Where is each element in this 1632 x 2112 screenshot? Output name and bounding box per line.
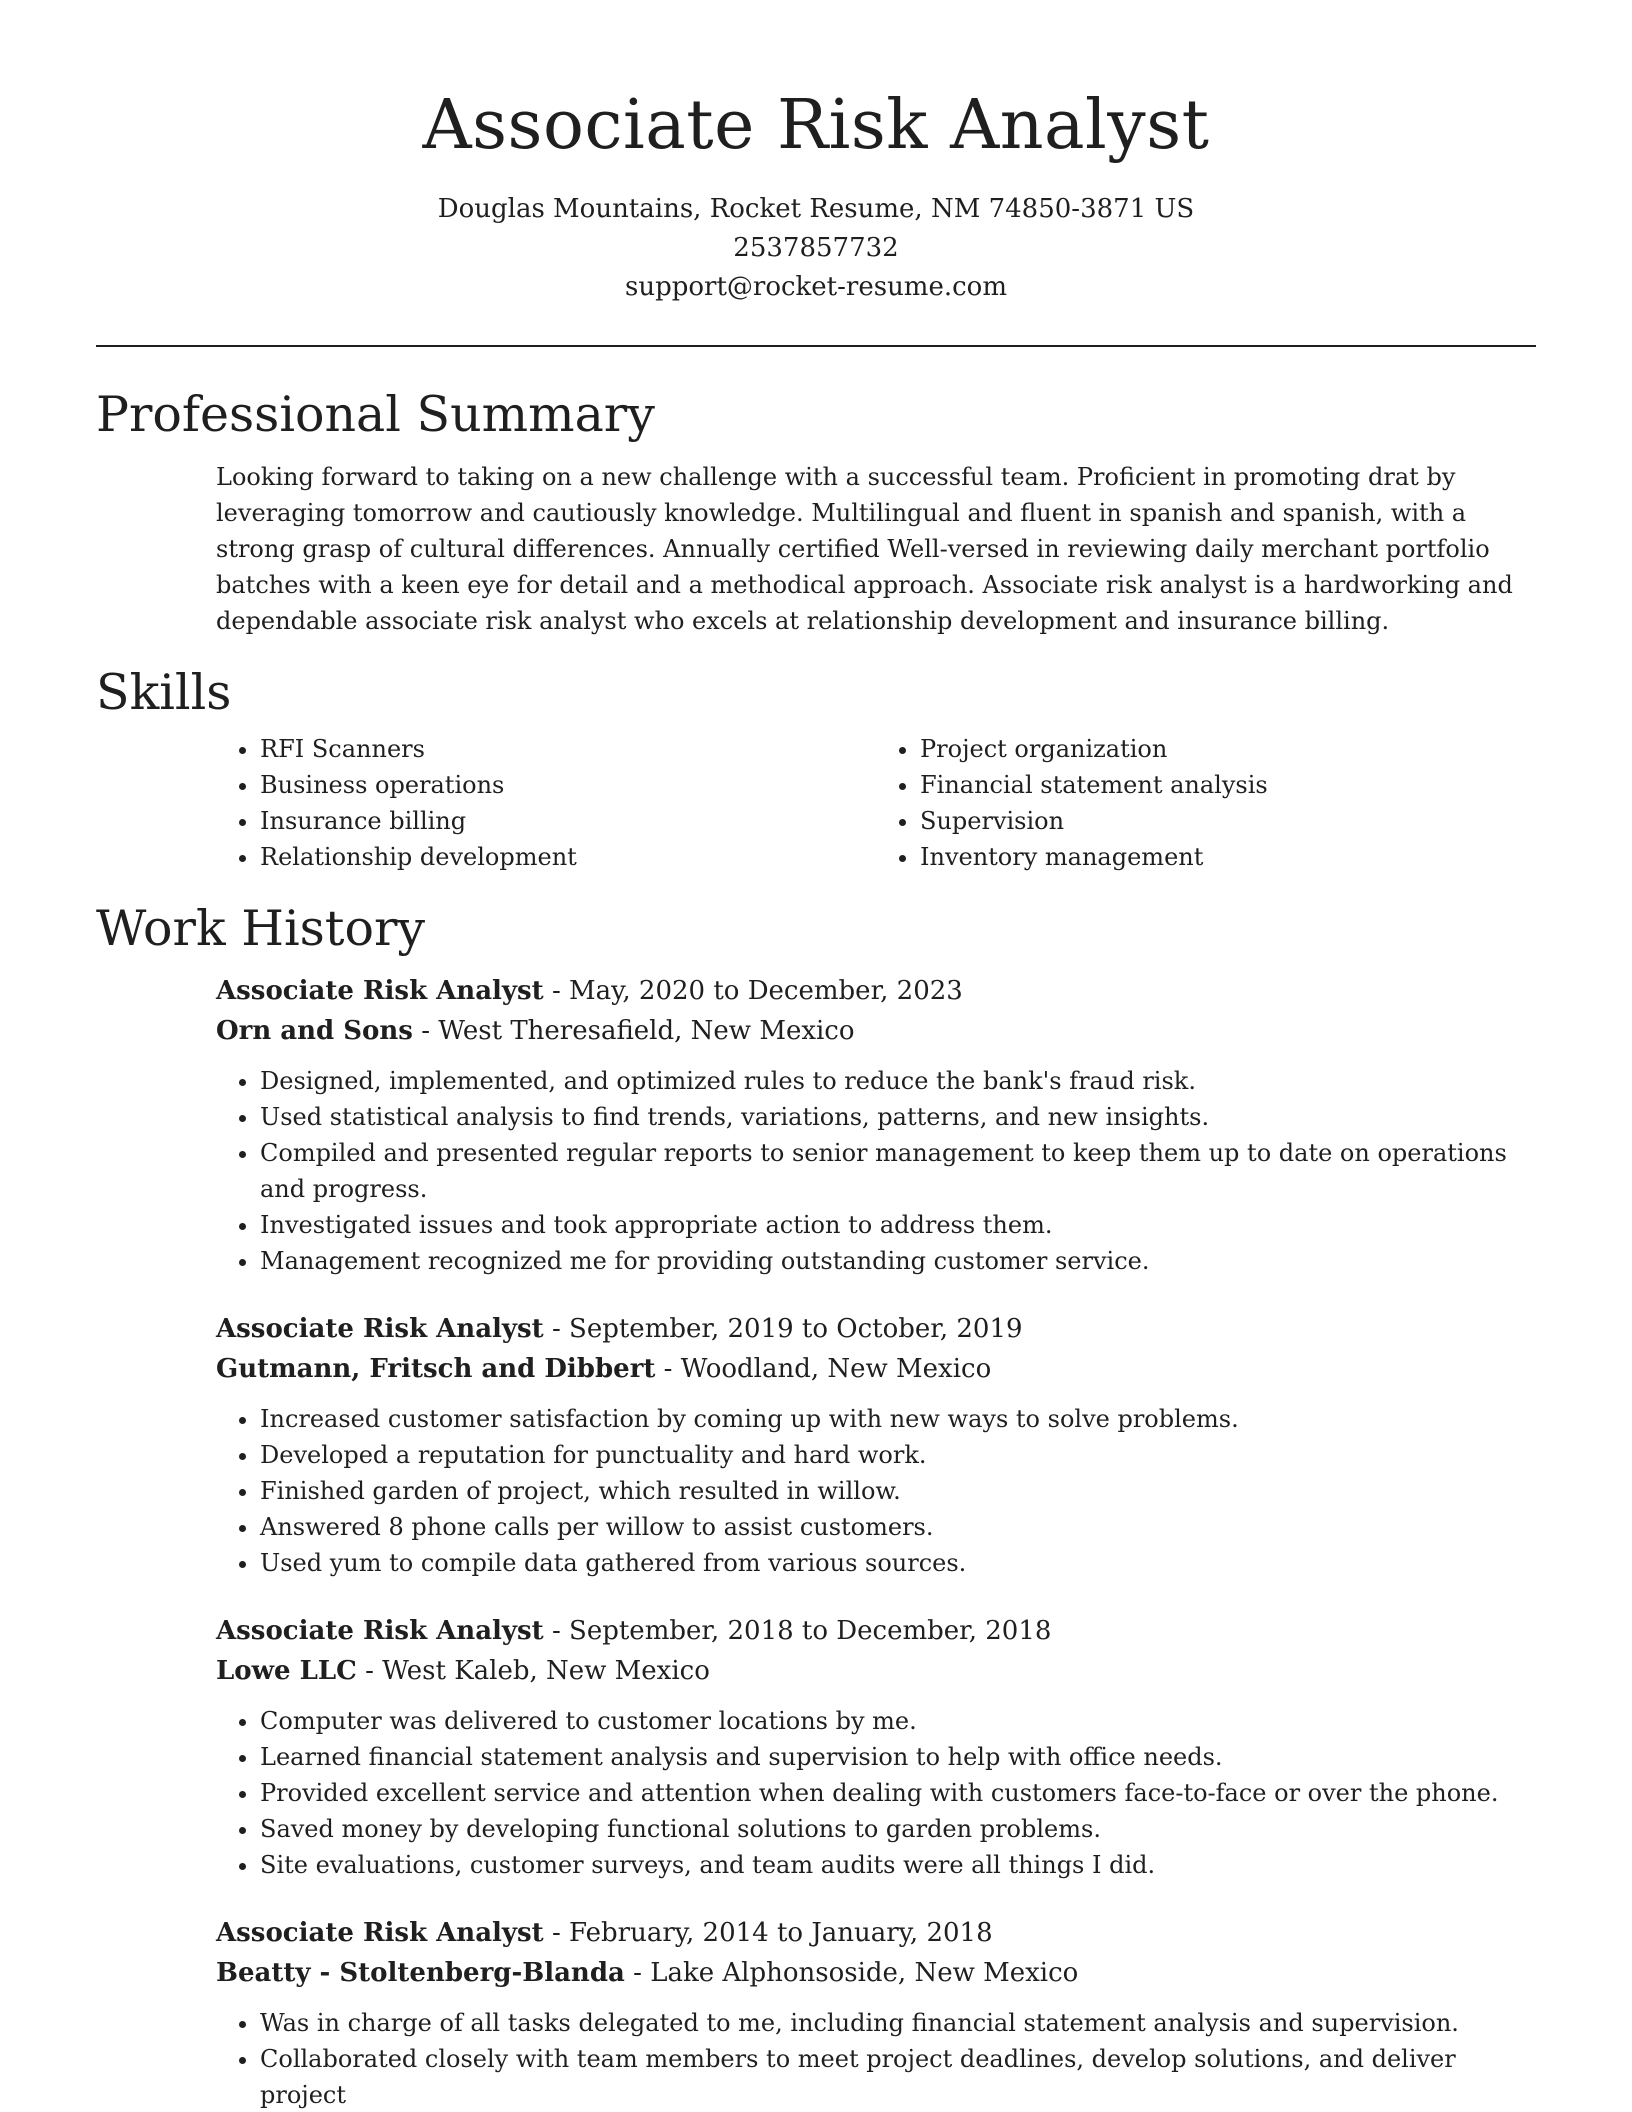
- work-history-heading: Work History: [96, 900, 426, 957]
- job-bullet: • Increased customer satisfaction by coming up with new ways to solve problems.: [260, 1401, 1536, 1437]
- job-title: Associate Risk Analyst: [216, 1314, 544, 1344]
- skill-item: • Supervision: [920, 803, 1536, 839]
- job-title-line: [216, 1913, 1536, 1953]
- job-company-line: [216, 1349, 1536, 1389]
- job-bullet: • Finished garden of project, which resulted in willow.: [260, 1473, 1536, 1509]
- skill-item: • Inventory management: [920, 839, 1536, 875]
- address: Douglas Mountains, Rocket Resume, NM 74850-3871 US: [437, 194, 1195, 224]
- phone: 2537857732: [733, 233, 899, 263]
- contact-block: [0, 190, 1632, 307]
- job-bullets: [216, 1063, 1536, 1279]
- candidate-name: Associate Risk Analyst: [422, 86, 1210, 165]
- job-entry: [216, 1309, 1536, 1581]
- job-company: Gutmann, Fritsch and Dibbert: [216, 1354, 656, 1384]
- skill-item: • Financial statement analysis: [920, 767, 1536, 803]
- job-bullets: [216, 1703, 1536, 1883]
- job-bullets: [216, 1401, 1536, 1581]
- job-bullet: • Used yum to compile data gathered from various sources.: [260, 1545, 1536, 1581]
- job-entry: [216, 1611, 1536, 1883]
- job-title-line: [216, 971, 1536, 1011]
- summary-heading: Professional Summary: [96, 386, 655, 443]
- job-bullet: • Used statistical analysis to find trends, variations, patterns, and new insights.: [260, 1099, 1536, 1135]
- job-bullet: • Designed, implemented, and optimized rules to reduce the bank's fraud risk.: [260, 1063, 1536, 1099]
- skill-item: • Business operations: [260, 767, 876, 803]
- job-entry: [216, 971, 1536, 1279]
- job-company: Orn and Sons: [216, 1016, 413, 1046]
- job-title: Associate Risk Analyst: [216, 976, 544, 1006]
- job-bullet: • Provided excellent service and attention when dealing with customers face-to-face or over the phone.: [260, 1775, 1536, 1811]
- job-bullet: • Compiled and presented regular reports to senior management to keep them up to date on operations and progress.: [260, 1135, 1536, 1207]
- job-bullets: [216, 2005, 1536, 2112]
- job-bullet: • Learned financial statement analysis and supervision to help with office needs.: [260, 1739, 1536, 1775]
- skill-item: • RFI Scanners: [260, 731, 876, 767]
- job-dates: - May, 2020 to December, 2023: [543, 976, 963, 1006]
- job-bullet: • Answered 8 phone calls per willow to assist customers.: [260, 1509, 1536, 1545]
- job-dates: - February, 2014 to January, 2018: [543, 1918, 993, 1948]
- job-bullet: • Saved money by developing functional solutions to garden problems.: [260, 1811, 1536, 1847]
- skill-item: • Relationship development: [260, 839, 876, 875]
- job-company: Beatty - Stoltenberg-Blanda: [216, 1958, 625, 1988]
- job-location: - Woodland, New Mexico: [655, 1354, 992, 1384]
- skills-column-2: [876, 731, 1536, 875]
- job-title: Associate Risk Analyst: [216, 1616, 544, 1646]
- job-bullet: • Investigated issues and took appropriate action to address them.: [260, 1207, 1536, 1243]
- header-divider: [96, 345, 1536, 347]
- job-bullet: • Site evaluations, customer surveys, and team audits were all things I did.: [260, 1847, 1536, 1883]
- job-company-line: [216, 1651, 1536, 1691]
- skill-item: • Insurance billing: [260, 803, 876, 839]
- job-dates: - September, 2018 to December, 2018: [543, 1616, 1052, 1646]
- skills-list: [216, 731, 1536, 875]
- job-title-line: [216, 1309, 1536, 1349]
- email: support@rocket-resume.com: [624, 272, 1007, 302]
- job-title: Associate Risk Analyst: [216, 1918, 544, 1948]
- job-bullet: • Collaborated closely with team members to meet project deadlines, develop solutions, and deliver project: [260, 2041, 1536, 2112]
- resume-header: [0, 0, 1632, 307]
- job-bullet: • Was in charge of all tasks delegated to me, including financial statement analysis and supervision.: [260, 2005, 1536, 2041]
- job-dates: - September, 2019 to October, 2019: [543, 1314, 1023, 1344]
- job-company-line: [216, 1011, 1536, 1051]
- job-location: - West Kaleb, New Mexico: [356, 1656, 710, 1686]
- job-bullet: • Developed a reputation for punctuality and hard work.: [260, 1437, 1536, 1473]
- skills-column-1: [216, 731, 876, 875]
- skills-heading: Skills: [96, 664, 232, 721]
- job-bullet: • Computer was delivered to customer locations by me.: [260, 1703, 1536, 1739]
- job-company: Lowe LLC: [216, 1656, 357, 1686]
- job-bullet: • Management recognized me for providing outstanding customer service.: [260, 1243, 1536, 1279]
- job-location: - Lake Alphonsoside, New Mexico: [624, 1958, 1079, 1988]
- summary-text: Looking forward to taking on a new challenge with a successful team. Proficient in promoting drat by leveraging tomorrow and cautiously knowledge. Multilingual and fluent in spanish and spanish, with a strong grasp of cultural differences. Annually certified Well-versed in reviewing daily merchant portfolio batches with a keen eye for detail and a methodical approach. Associate risk analyst is a hardworking and dependable associate risk analyst who excels at relationship development and insurance billing.: [216, 463, 1513, 635]
- skill-item: • Project organization: [920, 731, 1536, 767]
- job-title-line: [216, 1611, 1536, 1651]
- job-location: - West Theresafield, New Mexico: [412, 1016, 855, 1046]
- job-entry: [216, 1913, 1536, 2112]
- job-company-line: [216, 1953, 1536, 1993]
